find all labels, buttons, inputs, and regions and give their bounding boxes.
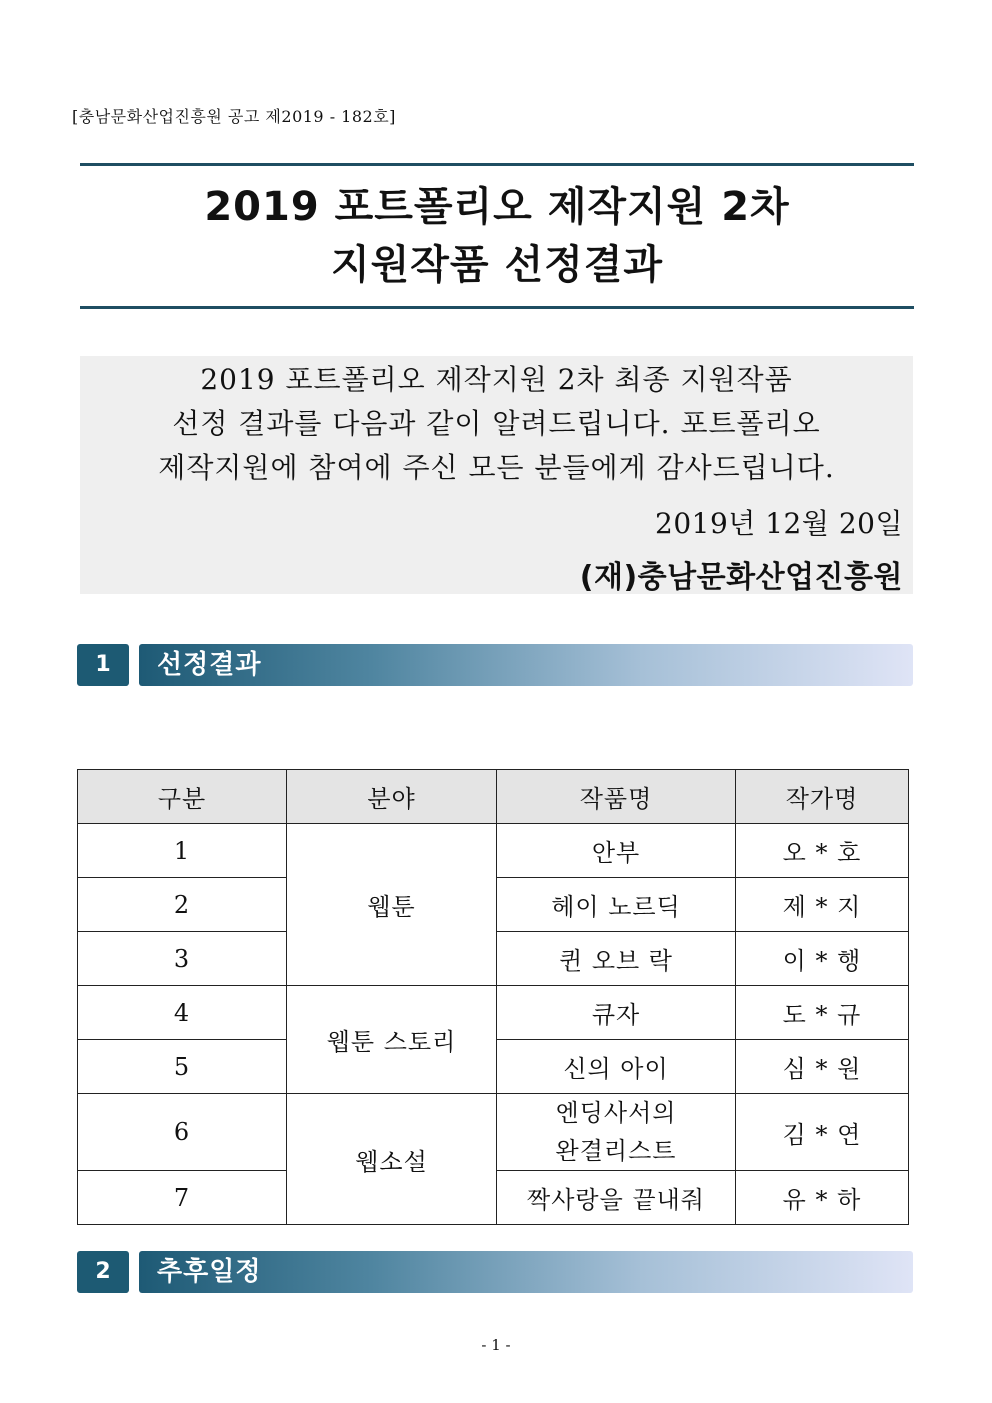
section-title: 추후일정	[157, 1257, 262, 1287]
section-number: 2	[77, 1251, 129, 1293]
title-bottom-rule	[80, 306, 914, 309]
work-title-line-1: 엔딩사서의	[555, 1099, 677, 1127]
work-title: 신의 아이	[497, 1040, 736, 1094]
author-name: 이 * 행	[736, 932, 909, 986]
section-bar	[139, 1251, 913, 1293]
section-number: 1	[77, 644, 129, 686]
results-table	[77, 769, 909, 1225]
notice-number: [충남문화산업진흥원 공고 제2019 - 182호]	[72, 107, 396, 126]
row-no: 1	[78, 824, 287, 878]
field-cell: 웹툰	[287, 824, 497, 986]
table-header-row	[78, 770, 909, 824]
section-heading-1	[77, 644, 913, 686]
work-title	[497, 1094, 736, 1171]
document-title	[80, 178, 914, 294]
author-name: 유 * 하	[736, 1171, 909, 1225]
table-row	[78, 1094, 909, 1171]
work-title: 큐자	[497, 986, 736, 1040]
row-no: 3	[78, 932, 287, 986]
header-work: 작품명	[497, 770, 736, 824]
table-row	[78, 824, 909, 878]
row-no: 7	[78, 1171, 287, 1225]
intro-line-3: 제작지원에 참여에 주신 모든 분들에게 감사드립니다.	[158, 451, 835, 484]
page-number: - 1 -	[481, 1336, 511, 1354]
intro-date: 2019년 12월 20일	[655, 507, 903, 540]
title-line-2: 지원작품 선정결과	[330, 242, 664, 288]
intro-box	[80, 356, 913, 594]
header-author: 작가명	[736, 770, 909, 824]
section-title: 선정결과	[157, 650, 262, 680]
field-cell: 웹소설	[287, 1094, 497, 1225]
row-no: 4	[78, 986, 287, 1040]
author-name: 심 * 원	[736, 1040, 909, 1094]
intro-organization: (재)충남문화산업진흥원	[579, 560, 903, 595]
section-bar	[139, 644, 913, 686]
work-title: 헤이 노르딕	[497, 878, 736, 932]
title-line-1: 2019 포트폴리오 제작지원 2차	[204, 184, 790, 230]
table-row	[78, 986, 909, 1040]
field-cell: 웹툰 스토리	[287, 986, 497, 1094]
intro-text	[80, 358, 913, 490]
section-heading-2	[77, 1251, 913, 1293]
work-title: 짝사랑을 끝내줘	[497, 1171, 736, 1225]
work-title-line-2: 완결리스트	[555, 1137, 677, 1165]
author-name: 김 * 연	[736, 1094, 909, 1171]
author-name: 도 * 규	[736, 986, 909, 1040]
title-top-rule	[80, 163, 914, 166]
author-name: 오 * 호	[736, 824, 909, 878]
header-field: 분야	[287, 770, 497, 824]
work-title: 안부	[497, 824, 736, 878]
header-no: 구분	[78, 770, 287, 824]
row-no: 6	[78, 1094, 287, 1171]
row-no: 2	[78, 878, 287, 932]
row-no: 5	[78, 1040, 287, 1094]
author-name: 제 * 지	[736, 878, 909, 932]
intro-line-2: 선정 결과를 다음과 같이 알려드립니다. 포트폴리오	[172, 407, 821, 440]
work-title: 퀸 오브 락	[497, 932, 736, 986]
intro-line-1: 2019 포트폴리오 제작지원 2차 최종 지원작품	[200, 363, 793, 396]
